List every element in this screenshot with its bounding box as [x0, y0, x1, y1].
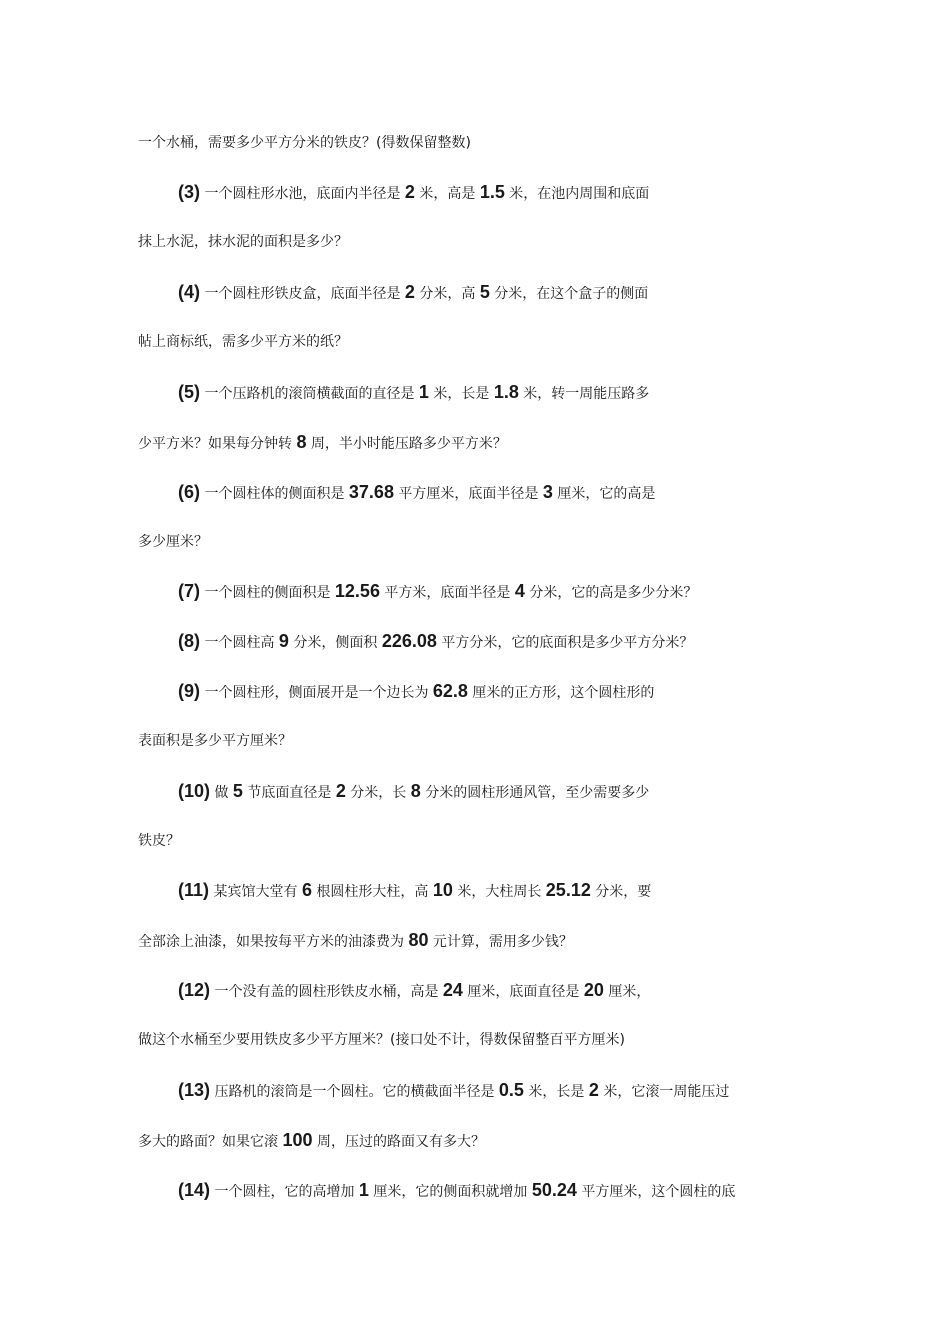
- number-text: 10: [432, 880, 453, 900]
- text-line: [178, 482, 655, 504]
- body-text: 一个圆柱体的侧面积是: [200, 486, 349, 502]
- body-text: 节底面直径是: [242, 785, 336, 801]
- body-text: 平方厘米，这个圆柱的底: [576, 1184, 736, 1200]
- number-text: 100: [282, 1130, 313, 1150]
- number-text: 1: [418, 382, 429, 402]
- body-text: 厘米，它的侧面积就增加: [368, 1184, 532, 1200]
- number-text: (8): [178, 631, 200, 651]
- text-line: [138, 432, 507, 454]
- number-text: (10): [178, 781, 211, 801]
- body-text: 周，半小时能压路多少平方米？: [306, 436, 507, 452]
- body-text: 厘米，底面直径是: [462, 984, 584, 1000]
- body-text: 铁皮？: [138, 833, 180, 849]
- body-text: 表面积是多少平方厘米？: [138, 733, 292, 749]
- body-text: 分米，长: [345, 785, 411, 801]
- body-text: 分米，它的高是多少分米？: [524, 585, 698, 601]
- text-line: [178, 631, 693, 653]
- number-text: (5): [178, 382, 200, 402]
- number-text: 24: [442, 980, 463, 1000]
- text-line: [138, 1030, 625, 1050]
- text-line: [138, 930, 573, 952]
- text-line: [138, 731, 292, 751]
- number-text: 1: [358, 1180, 369, 1200]
- body-text: 分米，侧面积: [288, 635, 382, 651]
- body-text: 做这个水桶至少要用铁皮多少平方厘米？(接口处不计，得数保留整百平方厘米): [138, 1032, 625, 1048]
- text-line: [138, 232, 348, 252]
- text-line: [138, 831, 180, 851]
- body-text: 某宾馆大堂有: [209, 884, 302, 900]
- body-text: 米，长是: [428, 386, 494, 402]
- text-line: [178, 182, 649, 204]
- body-text: 全部涂上油漆，如果按每平方米的油漆费为: [138, 934, 409, 950]
- number-text: 2: [588, 1080, 599, 1100]
- body-text: 米，它滚一周能压过: [598, 1084, 730, 1100]
- number-text: 50.24: [531, 1180, 577, 1200]
- text-line: [178, 681, 654, 703]
- number-text: 8: [410, 781, 421, 801]
- number-text: (13): [178, 1080, 211, 1100]
- number-text: (6): [178, 482, 200, 502]
- body-text: 米，长是: [523, 1084, 589, 1100]
- number-text: (9): [178, 681, 200, 701]
- body-text: 米，在池内周围和底面: [504, 186, 650, 202]
- number-text: 5: [232, 781, 243, 801]
- body-text: 厘米，它的高是: [552, 486, 656, 502]
- body-text: 抹上水泥，抹水泥的面积是多少？: [138, 234, 348, 250]
- number-text: 80: [408, 930, 429, 950]
- number-text: (4): [178, 282, 200, 302]
- body-text: 分米，在这个盒子的侧面: [489, 286, 649, 302]
- body-text: 一个圆柱形铁皮盒，底面半径是: [200, 286, 405, 302]
- text-line: [178, 282, 648, 304]
- body-text: 厘米，: [603, 984, 651, 1000]
- body-text: 一个没有盖的圆柱形铁皮水桶，高是: [210, 984, 443, 1000]
- number-text: (11): [178, 880, 210, 900]
- body-text: 根圆柱形大柱，高: [311, 884, 433, 900]
- number-text: 25.12: [545, 880, 591, 900]
- number-text: 2: [335, 781, 346, 801]
- body-text: 一个压路机的滚筒横截面的直径是: [200, 386, 419, 402]
- body-text: 一个圆柱的侧面积是: [200, 585, 335, 601]
- number-text: 5: [479, 282, 490, 302]
- body-text: 周，压过的路面又有多大？: [312, 1134, 485, 1150]
- number-text: (7): [178, 581, 200, 601]
- number-text: 2: [404, 182, 415, 202]
- text-line: [138, 1130, 485, 1152]
- body-text: 一个圆柱高: [200, 635, 279, 651]
- body-text: 做: [210, 785, 233, 801]
- text-line: [178, 1180, 735, 1202]
- text-line: [138, 133, 471, 153]
- body-text: 平方米，底面半径是: [379, 585, 515, 601]
- number-text: 8: [296, 432, 307, 452]
- number-text: 226.08: [381, 631, 437, 651]
- body-text: 少平方米？如果每分钟转: [138, 436, 297, 452]
- number-text: (12): [178, 980, 211, 1000]
- body-text: 一个圆柱形，侧面展开是一个边长为: [200, 685, 433, 701]
- body-text: 一个圆柱，它的高增加: [210, 1184, 359, 1200]
- number-text: 12.56: [334, 581, 380, 601]
- number-text: (3): [178, 182, 200, 202]
- number-text: 2: [404, 282, 415, 302]
- body-text: 分米，高: [414, 286, 480, 302]
- body-text: 分米的圆柱形通风管，至少需要多少: [420, 785, 650, 801]
- body-text: 米，转一周能压路多: [518, 386, 650, 402]
- body-text: 分米，要: [590, 884, 652, 900]
- text-line: [178, 781, 649, 803]
- body-text: 平方分米，它的底面积是多少平方分米？: [436, 635, 694, 651]
- text-line: [138, 332, 348, 352]
- number-text: 37.68: [348, 482, 394, 502]
- body-text: 米，大柱周长: [452, 884, 546, 900]
- body-text: 一个水桶，需要多少平方分米的铁皮？(得数保留整数): [138, 135, 471, 151]
- number-text: 3: [542, 482, 553, 502]
- number-text: 20: [583, 980, 604, 1000]
- number-text: 62.8: [432, 681, 468, 701]
- text-line: [178, 581, 697, 603]
- text-line: [178, 382, 649, 404]
- number-text: 1.8: [493, 382, 519, 402]
- text-line: [178, 1080, 729, 1102]
- body-text: 压路机的滚筒是一个圆柱。它的横截面半径是: [210, 1084, 499, 1100]
- text-line: [178, 980, 650, 1002]
- body-text: 一个圆柱形水池，底面内半径是: [200, 186, 405, 202]
- body-text: 多少厘米？: [138, 534, 208, 550]
- number-text: 9: [278, 631, 289, 651]
- body-text: 帖上商标纸，需多少平方米的纸？: [138, 334, 348, 350]
- number-text: 6: [301, 880, 312, 900]
- body-text: 平方厘米，底面半径是: [393, 486, 543, 502]
- body-text: 元计算，需用多少钱？: [428, 934, 573, 950]
- number-text: (14): [178, 1180, 211, 1200]
- body-text: 米，高是: [414, 186, 480, 202]
- text-line: [178, 880, 651, 902]
- number-text: 4: [514, 581, 525, 601]
- text-line: [138, 532, 208, 552]
- body-text: 多大的路面？如果它滚: [138, 1134, 283, 1150]
- number-text: 0.5: [498, 1080, 524, 1100]
- number-text: 1.5: [479, 182, 505, 202]
- body-text: 厘米的正方形，这个圆柱形的: [467, 685, 655, 701]
